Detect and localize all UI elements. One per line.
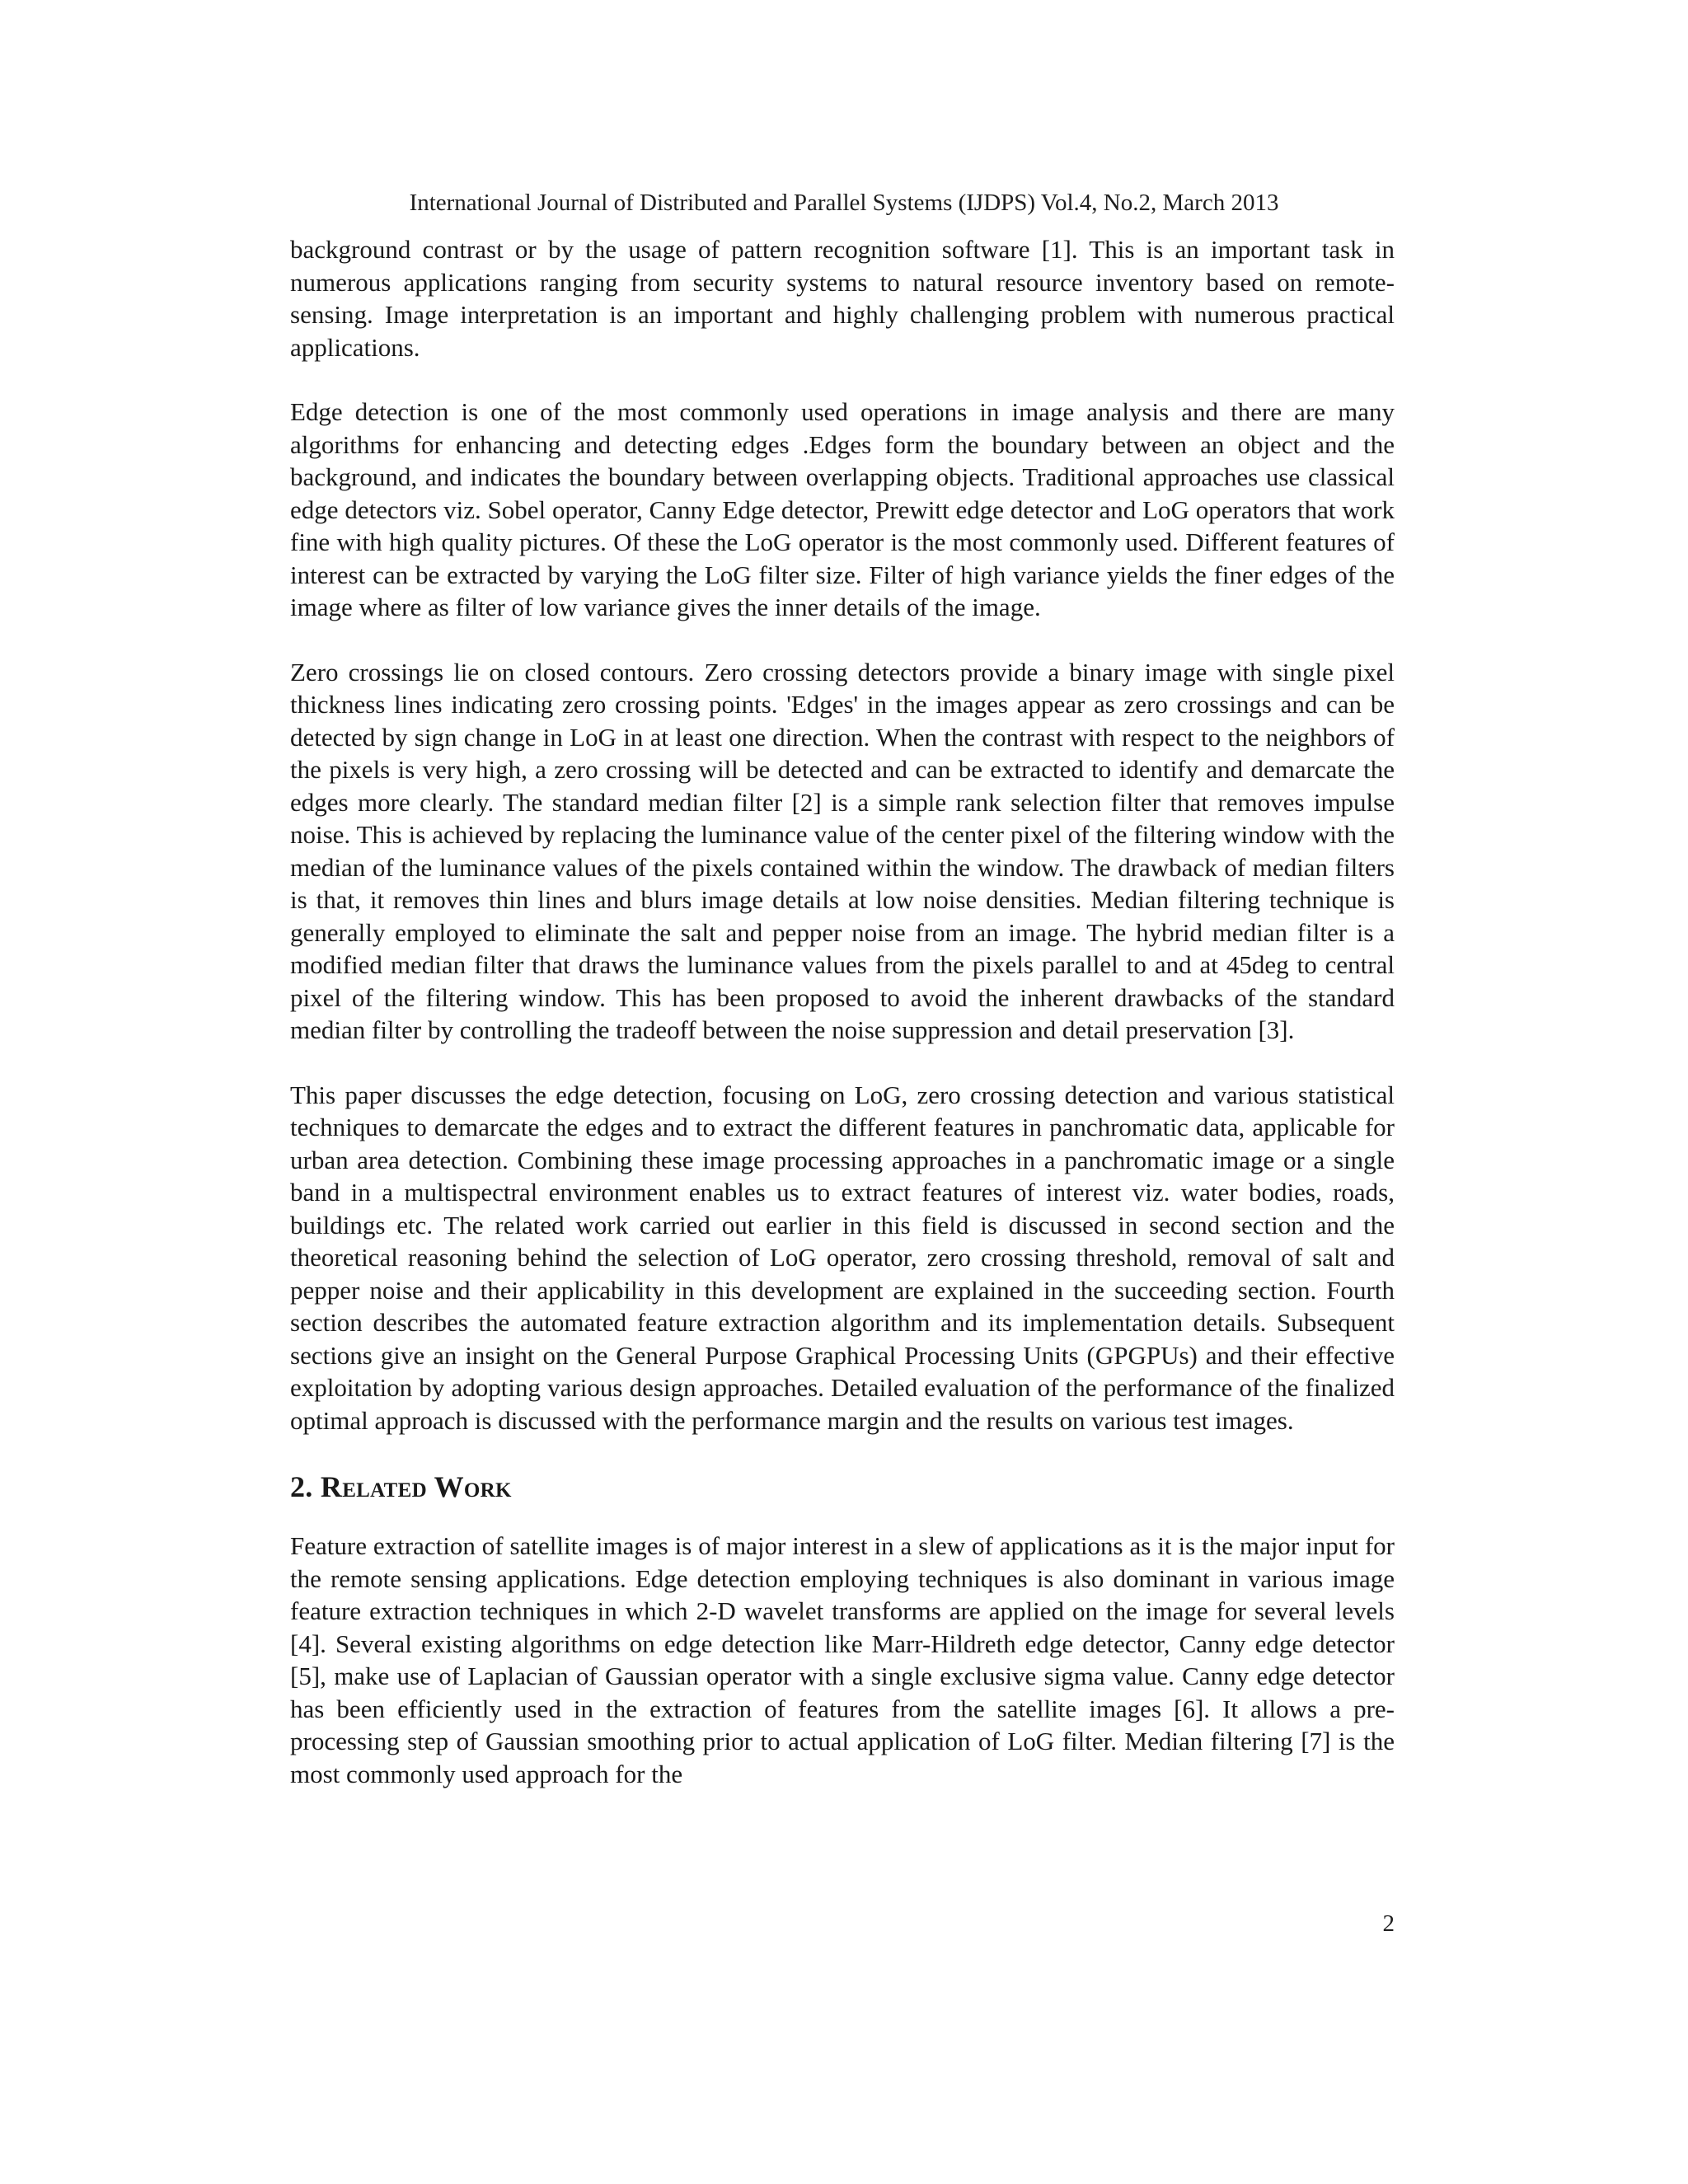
paragraph-paper-overview: This paper discusses the edge detection, focusing on LoG, zero crossing detection and various statistical techniques to demarcate the edges and to extract the different features in panchromatic data, applicable for urban area detection. Combining these image processing approaches in a panchromatic image or a single band in a multispectral environment enables us to extract features of interest viz. water bodies, roads, buildings etc. The related work carried out earlier in this field is discussed in second section and the theoretical reasoning behind the selection of LoG operator, zero crossing threshold, removal of salt and pepper noise and their applicability in this development are explained in the succeeding section. Fourth section describes the automated feature extraction algorithm and its implementation details. Subsequent sections give an insight on the General Purpose Graphical Processing Units (GPGPUs) and their effective exploitation by adopting various design approaches. Detailed evaluation of the performance of the finalized optimal approach is discussed with the performance margin and the results on various test images. bbox=[290, 1080, 1395, 1435]
section-heading-related-work bbox=[290, 1469, 1395, 1505]
page-number: 2 bbox=[1382, 1910, 1395, 1937]
running-header: International Journal of Distributed and Parallel Systems (IJDPS) Vol.4, No.2, March 2013 bbox=[409, 190, 1279, 216]
section-number: 2. bbox=[290, 1470, 321, 1503]
section-title: Related Work bbox=[320, 1470, 512, 1503]
paragraph-intro-continued: background contrast or by the usage of pattern recognition software [1]. This is an important task in numerous applications ranging from security systems to natural resource inventory based on remote-sensing. Image interpretation is an important and highly challenging problem with numerous practical applications. bbox=[290, 235, 1395, 362]
page-body bbox=[290, 233, 1395, 1790]
paragraph-related-work: Feature extraction of satellite images is of major interest in a slew of applications as it is the major input for the remote sensing applications. Edge detection employing techniques is also dominant in various image feature extraction techniques in which 2-D wavelet transforms are applied on the image for several levels [4]. Several existing algorithms on edge detection like Marr-Hildreth edge detector, Canny edge detector [5], make use of Laplacian of Gaussian operator with a single exclusive sigma value. Canny edge detector has been efficiently used in the extraction of features from the satellite images [6]. It allows a pre-processing step of Gaussian smoothing prior to actual application of LoG filter. Median filtering [7] is the most commonly used approach for the bbox=[290, 1531, 1395, 1788]
paragraph-zero-crossings: Zero crossings lie on closed contours. Zero crossing detectors provide a binary image with single pixel thickness lines indicating zero crossing points. 'Edges' in the images appear as zero crossings and can be detected by sign change in LoG in at least one direction. When the contrast with respect to the neighbors of the pixels is very high, a zero crossing will be detected and can be extracted to identify and demarcate the edges more clearly. The standard median filter [2] is a simple rank selection filter that removes impulse noise. This is achieved by replacing the luminance value of the center pixel of the filtering window with the median of the luminance values of the pixels contained within the window. The drawback of median filters is that, it removes thin lines and blurs image details at low noise densities. Median filtering technique is generally employed to eliminate the salt and pepper noise from an image. The hybrid median filter is a modified median filter that draws the luminance values from the pixels parallel to and at 45deg to central pixel of the filtering window. This has been proposed to avoid the inherent drawbacks of the standard median filter by controlling the tradeoff between the noise suppression and detail preservation [3]. bbox=[290, 657, 1395, 1044]
paragraph-edge-detection: Edge detection is one of the most commonly used operations in image analysis and there are many algorithms for enhancing and detecting edges .Edges form the boundary between an object and the background, and indicates the boundary between overlapping objects. Traditional approaches use classical edge detectors viz. Sobel operator, Canny Edge detector, Prewitt edge detector and LoG operators that work fine with high quality pictures. Of these the LoG operator is the most commonly used. Different features of interest can be extracted by varying the LoG filter size. Filter of high variance yields the finer edges of the image where as filter of low variance gives the inner details of the image. bbox=[290, 397, 1395, 621]
